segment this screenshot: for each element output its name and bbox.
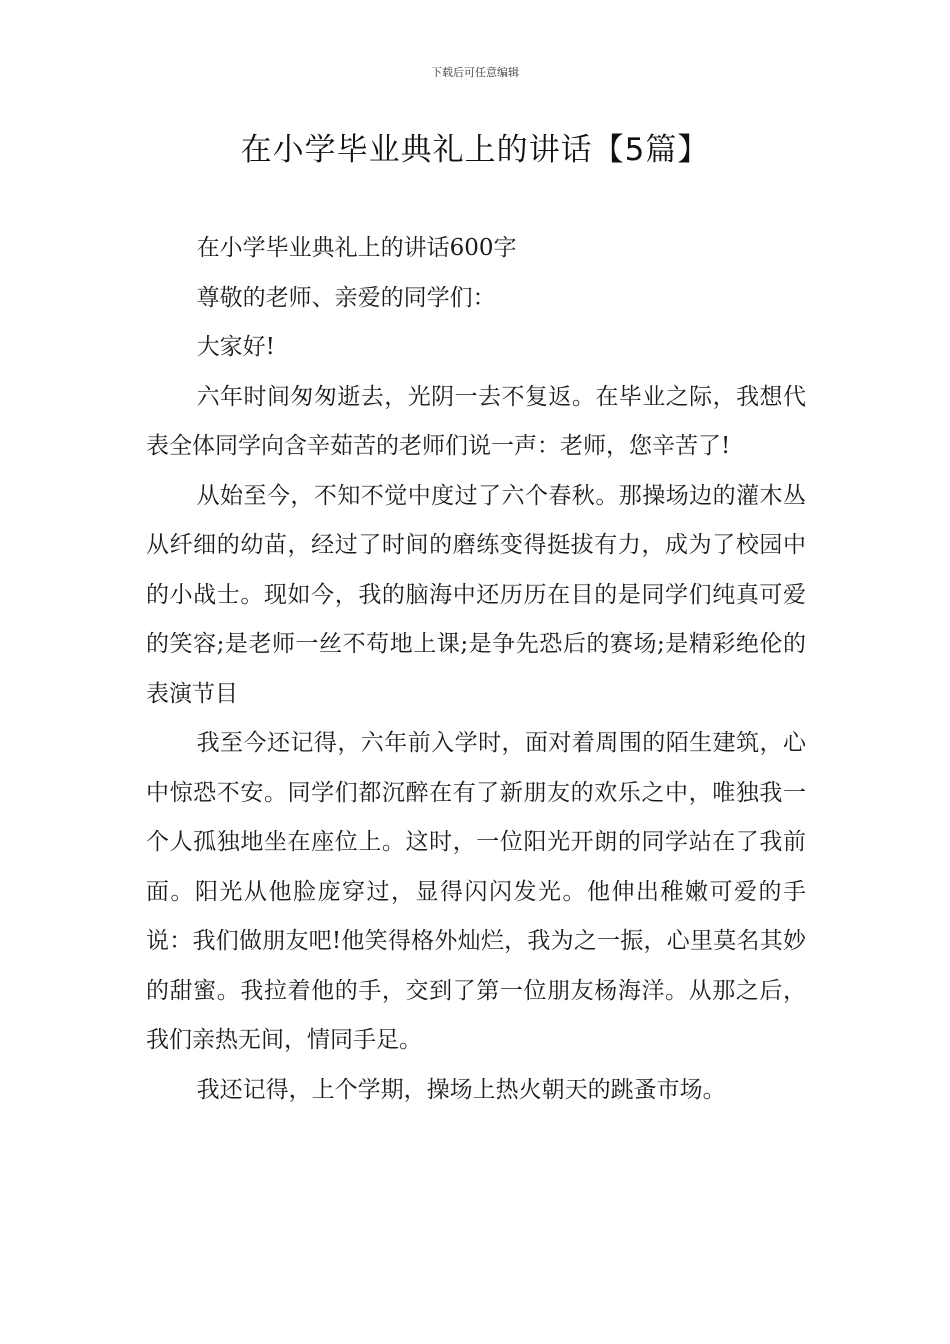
page-header-note: 下载后可任意编辑 <box>431 66 519 79</box>
salutation: 尊敬的老师、亲爱的同学们： <box>196 284 496 311</box>
body-paragraph: 从始至今，不知不觉中度过了六个春秋。那操场边的灌木丛从纤细的幼苗，经过了时间的磨练变得挺拔有力，成为了校园中的小战士。现如今，我的脑海中还历历在目的是同学们纯真可爱的笑容;是老师一丝不苟地上课;是争先恐后的赛场;是精彩绝伦的表演节目 <box>146 482 806 707</box>
document-title: 在小学毕业典礼上的讲话【5篇】 <box>240 132 710 168</box>
body-paragraph: 六年时间匆匆逝去，光阴一去不复返。在毕业之际，我想代表全体同学向含辛茹苦的老师们说一声：老师，您辛苦了! <box>146 383 806 459</box>
greeting: 大家好! <box>196 334 275 360</box>
body-paragraph: 我还记得，上个学期，操场上热火朝天的跳蚤市场。 <box>196 1076 726 1103</box>
body-paragraph: 我至今还记得，六年前入学时，面对着周围的陌生建筑，心中惊恐不安。同学们都沉醉在有了新朋友的欢乐之中，唯独我一个人孤独地坐在座位上。这时，一位阳光开朗的同学站在了我前面。阳光从他脸庞穿过，显得闪闪发光。他伸出稚嫩可爱的手说：我们做朋友吧!他笑得格外灿烂，我为之一振，心里莫名其妙的甜蜜。我拉着他的手，交到了第一位朋友杨海洋。从那之后，我们亲热无间，情同手足。 <box>146 730 806 1053</box>
speech-subtitle: 在小学毕业典礼上的讲话600字 <box>196 235 517 261</box>
document-body <box>146 224 806 1115</box>
